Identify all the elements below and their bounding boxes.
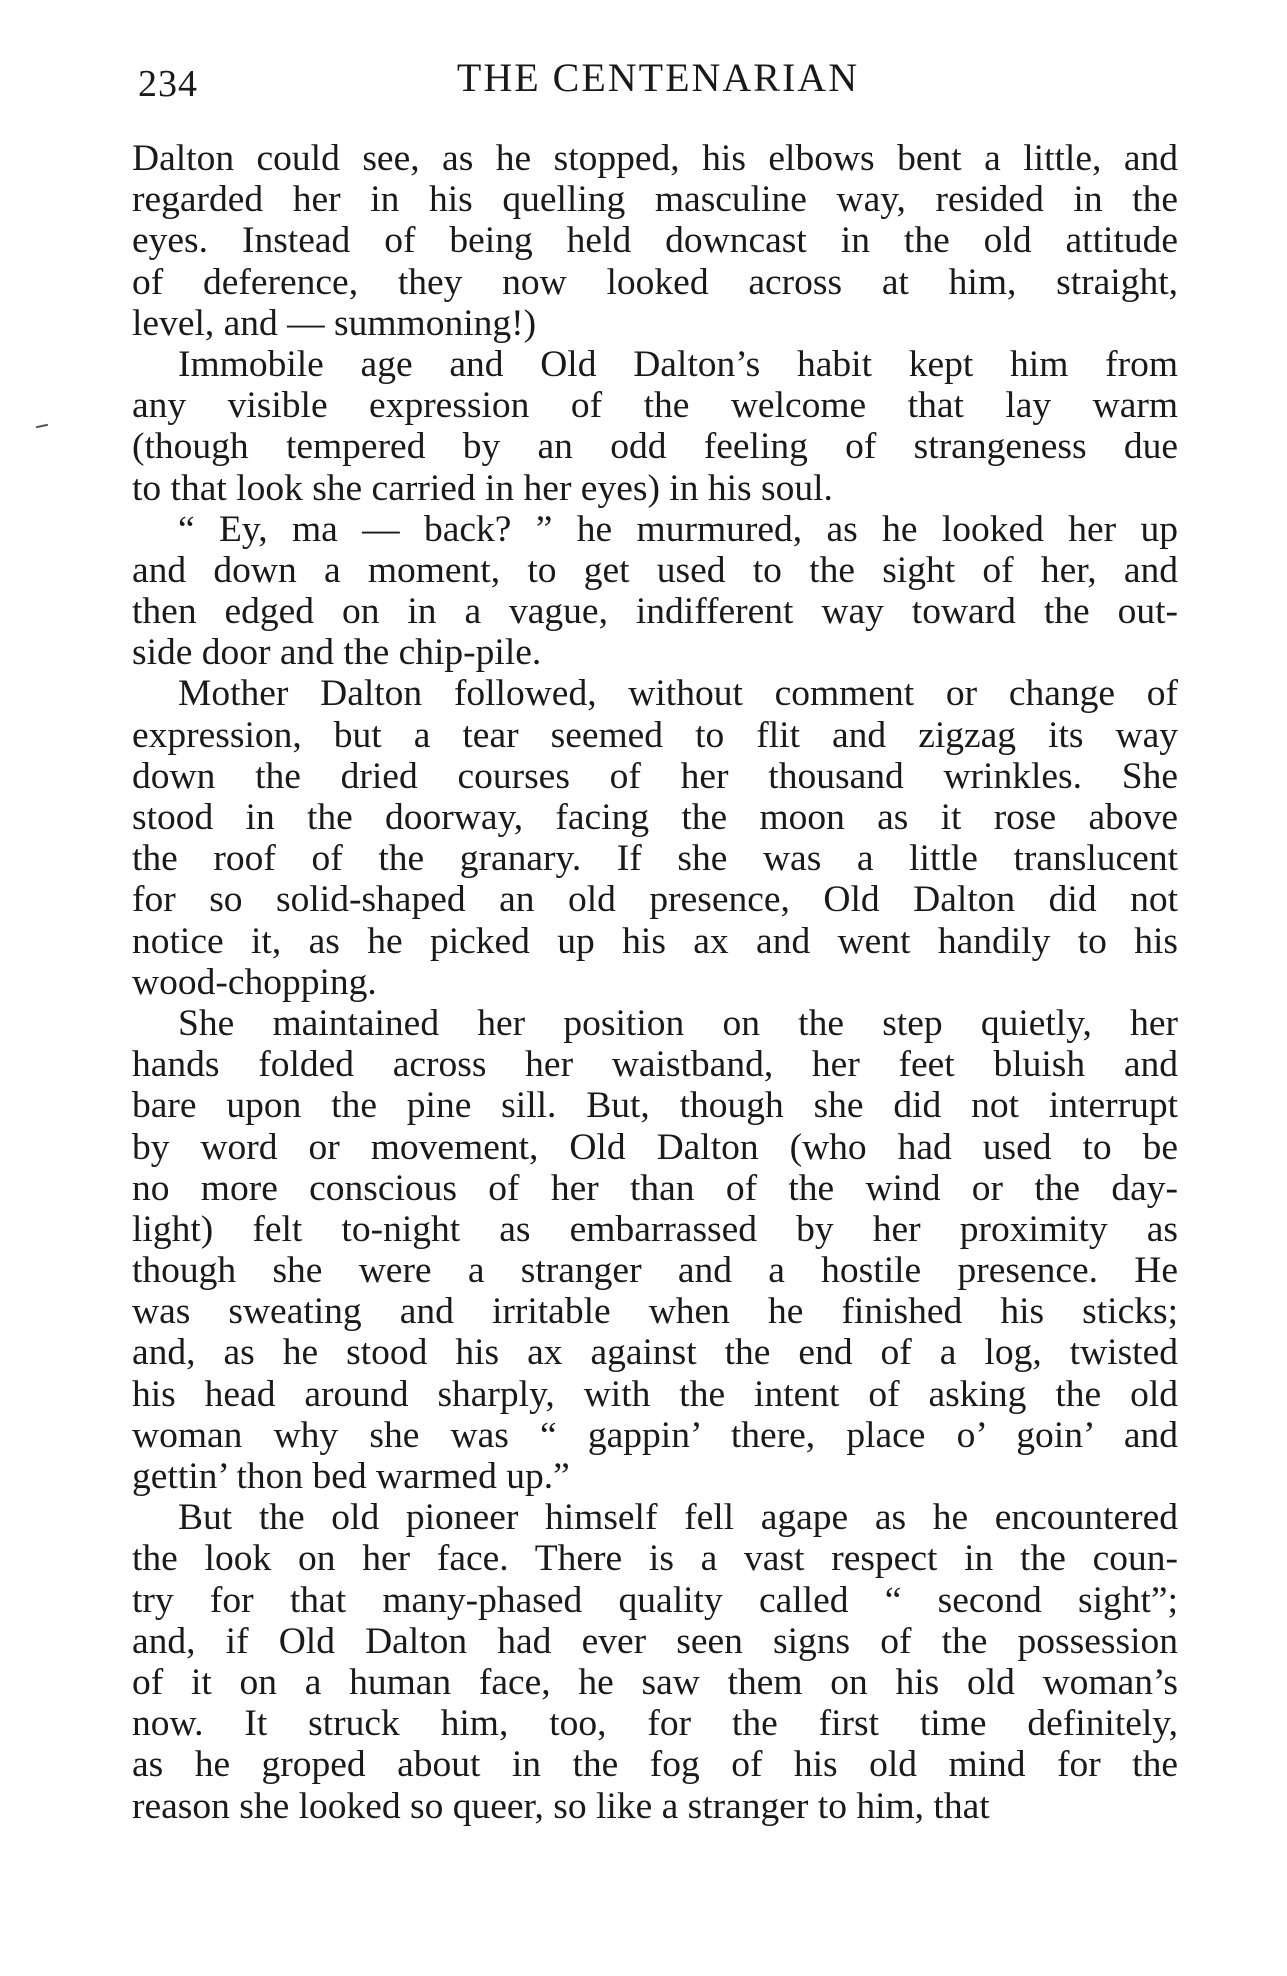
text-line: hands folded across her waistband, her feet bluish and xyxy=(132,1044,1178,1086)
text-line: light) felt to-night as embarrassed by her proximity as xyxy=(132,1208,1178,1250)
text-line: try for that many-phased quality called “ second sight”; xyxy=(132,1579,1178,1621)
text-line: She maintained her position on the step quietly, her xyxy=(178,1002,1178,1044)
paragraph xyxy=(132,1003,1178,1497)
paragraph xyxy=(132,344,1178,509)
text-line: level, and — summoning!) xyxy=(132,302,537,344)
text-line: by word or movement, Old Dalton (who had used to be xyxy=(132,1126,1178,1168)
text-line: of it on a human face, he saw them on his old woman’s xyxy=(132,1661,1178,1703)
text-line: eyes. Instead of being held downcast in the old attitude xyxy=(132,220,1178,262)
text-line: his head around sharply, with the intent of asking the old xyxy=(132,1373,1178,1415)
page-number: 234 xyxy=(138,63,198,105)
text-line: though she were a stranger and a hostile presence. He xyxy=(132,1250,1178,1292)
text-line: Immobile age and Old Dalton’s habit kept him from xyxy=(178,343,1178,385)
text-line: wood-chopping. xyxy=(132,961,377,1003)
text-line: down the dried courses of her thousand wrinkles. She xyxy=(132,755,1178,797)
text-line: reason she looked so queer, so like a stranger to him, that xyxy=(132,1785,990,1827)
paragraph xyxy=(132,509,1178,674)
text-line: then edged on in a vague, indifferent way toward the out- xyxy=(132,591,1178,633)
running-title: THE CENTENARIAN xyxy=(456,55,860,100)
text-line: gettin’ thon bed warmed up.” xyxy=(132,1456,570,1497)
text-line: of deference, they now looked across at him, straight, xyxy=(132,261,1178,303)
text-line: the roof of the granary. If she was a little translucent xyxy=(132,838,1178,880)
text-line: and, if Old Dalton had ever seen signs of the possession xyxy=(132,1620,1178,1662)
paragraph xyxy=(132,138,1178,344)
text-line: “ Ey, ma — back? ” he murmured, as he looked her up xyxy=(178,508,1178,550)
paragraph xyxy=(132,1497,1178,1827)
text-line: was sweating and irritable when he finished his sticks; xyxy=(132,1291,1178,1333)
text-line: But the old pioneer himself fell agape as he encountered xyxy=(178,1497,1178,1539)
text-line: and down a moment, to get used to the sight of her, and xyxy=(132,549,1178,591)
text-line: (though tempered by an odd feeling of strangeness due xyxy=(132,426,1178,468)
text-line: woman why she was “ gappin’ there, place o’ goin’ and xyxy=(132,1414,1178,1456)
text-line: the look on her face. There is a vast respect in the coun- xyxy=(132,1538,1178,1580)
text-line: bare upon the pine sill. But, though she did not interrupt xyxy=(132,1085,1178,1127)
text-line: regarded her in his quelling masculine way, resided in the xyxy=(132,179,1178,221)
text-line: expression, but a tear seemed to flit and zigzag its way xyxy=(132,714,1178,756)
margin-pencil-mark xyxy=(36,424,48,428)
text-line: stood in the doorway, facing the moon as it rose above xyxy=(132,797,1178,838)
body-text xyxy=(132,138,1178,1827)
text-line: Mother Dalton followed, without comment or change of xyxy=(178,673,1178,715)
text-line: to that look she carried in her eyes) in his soul. xyxy=(132,467,833,509)
text-line: any visible expression of the welcome that lay warm xyxy=(132,385,1178,427)
paragraph xyxy=(132,673,1178,1003)
text-line: for so solid-shaped an old presence, Old Dalton did not xyxy=(132,879,1178,921)
text-line: now. It struck him, too, for the first time definitely, xyxy=(132,1703,1178,1745)
text-line: side door and the chip-pile. xyxy=(132,632,542,674)
text-line: notice it, as he picked up his ax and went handily to his xyxy=(132,920,1178,962)
text-line: and, as he stood his ax against the end of a log, twisted xyxy=(132,1332,1178,1374)
text-line: as he groped about in the fog of his old mind for the xyxy=(132,1744,1178,1786)
text-line: no more conscious of her than of the wind or the day- xyxy=(132,1167,1178,1209)
text-line: Dalton could see, as he stopped, his elbows bent a little, and xyxy=(132,138,1178,179)
page-header xyxy=(138,54,1178,114)
